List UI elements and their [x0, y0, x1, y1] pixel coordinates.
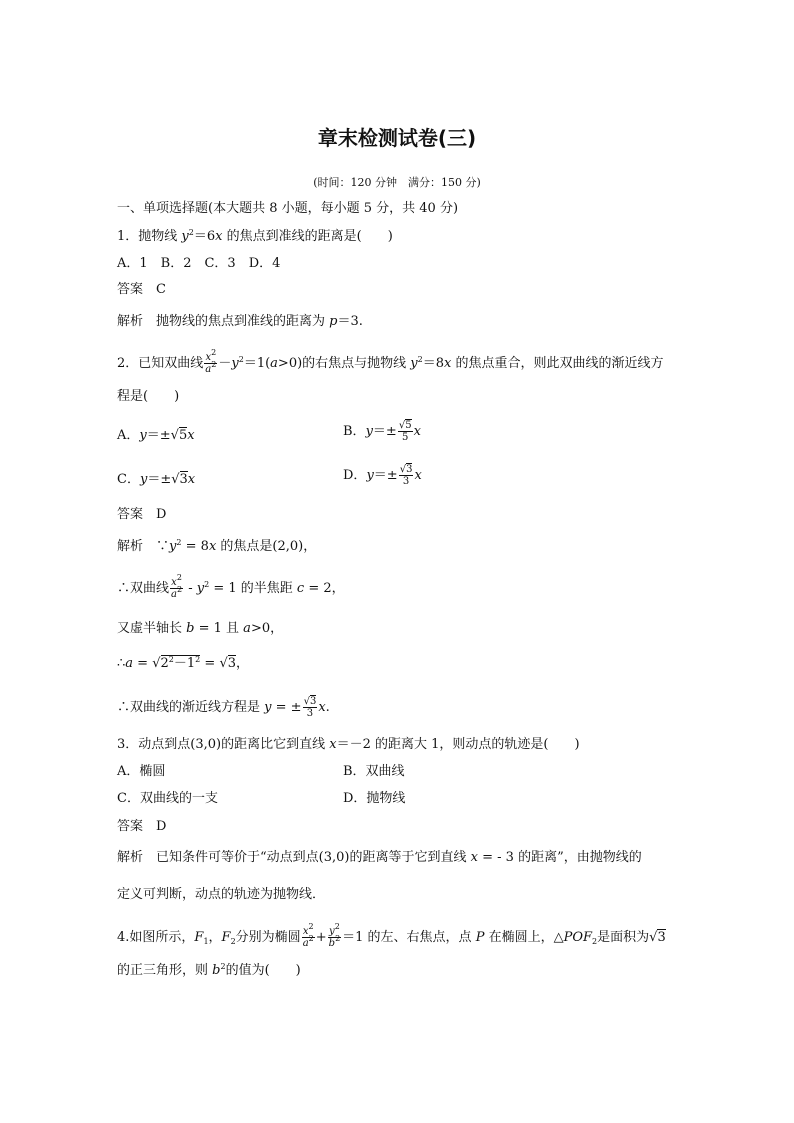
question-2-stem: 2．已知双曲线 $\frac{x^2}{a^2}$ $-y^2=1(a>0)$的右焦点与抛物线 $y^2=8x$ 的焦点重合，则此双曲线的渐近线方	[117, 348, 664, 375]
question-3-option-a: A．椭圆	[117, 764, 166, 779]
question-3-analysis-2: 定义可判断，动点的轨迹为抛物线．	[117, 887, 326, 902]
question-4-stem-line2: 的正三角形，则 $b^2$的值为( )	[117, 962, 301, 978]
question-2-analysis-5: ∴双曲线的渐近线方程是 y = ± $\frac{√3}{3}$ x.	[117, 696, 330, 719]
question-2-analysis-4: ∴a = $√2^2-1^2 = √3$，	[117, 655, 250, 671]
question-2-option-d: D．y＝± $\frac{√3}{3}$ x	[343, 464, 422, 487]
question-3-option-c: C．双曲线的一支	[117, 791, 218, 806]
question-1-options: A．1 B．2 C．3 D．4	[117, 256, 281, 271]
question-2-option-a: A．y＝±√5x	[117, 428, 195, 443]
question-3-analysis-1: 解析 已知条件可等价于“动点到点(3,0)的距离等于它到直线 x = - 3 的距离”，由抛物线的	[117, 850, 642, 865]
question-3-option-b: B．双曲线	[343, 764, 405, 779]
question-2-stem-line2: 程是( )	[117, 389, 180, 404]
question-2-answer: 答案 D	[117, 507, 167, 522]
exam-info: (时间：120 分钟 满分：150 分)	[313, 176, 481, 189]
question-2-analysis-1: 解析 $\because y^2 = 8x$ 的焦点是(2,0)，	[117, 538, 317, 554]
question-1-stem: 1．抛物线 $y^2=6x$ 的焦点到准线的距离是( )	[117, 228, 393, 244]
question-3-option-d: D．抛物线	[343, 791, 406, 806]
question-1-analysis: 解析 抛物线的焦点到准线的距离为 p＝3.	[117, 314, 363, 329]
section-heading: 一、单项选择题(本大题共 8 小题，每小题 5 分，共 40 分)	[117, 201, 459, 216]
question-4-stem: 4.如图所示，$F_1$，$F_2$分别为椭圆 $\frac{x^2}{a^2}$ + $\frac{y^2}{b^2}$ ＝1 的左、右焦点，点 P 在椭圆上，$\triangle POF_2$是面积为√3	[117, 922, 666, 949]
question-3-stem: 3．动点到点(3,0)的距离比它到直线 x＝－2 的距离大 1，则动点的轨迹是( )	[117, 737, 580, 752]
question-2-option-b: B．y＝± $\frac{√5}{5}$ x	[343, 420, 421, 443]
page-title: 章末检测试卷(三)	[317, 126, 477, 150]
question-3-answer: 答案 D	[117, 819, 167, 834]
question-2-option-c: C．y＝±√3x	[117, 472, 196, 487]
question-1-answer: 答案 C	[117, 282, 166, 297]
question-2-analysis-2: ∴双曲线 $\frac{x^2}{a^2}$ - $y^2 = 1$ 的半焦距 c = 2，	[117, 573, 345, 600]
question-2-analysis-3: 又虚半轴长 b = 1 且 a>0，	[117, 621, 284, 636]
